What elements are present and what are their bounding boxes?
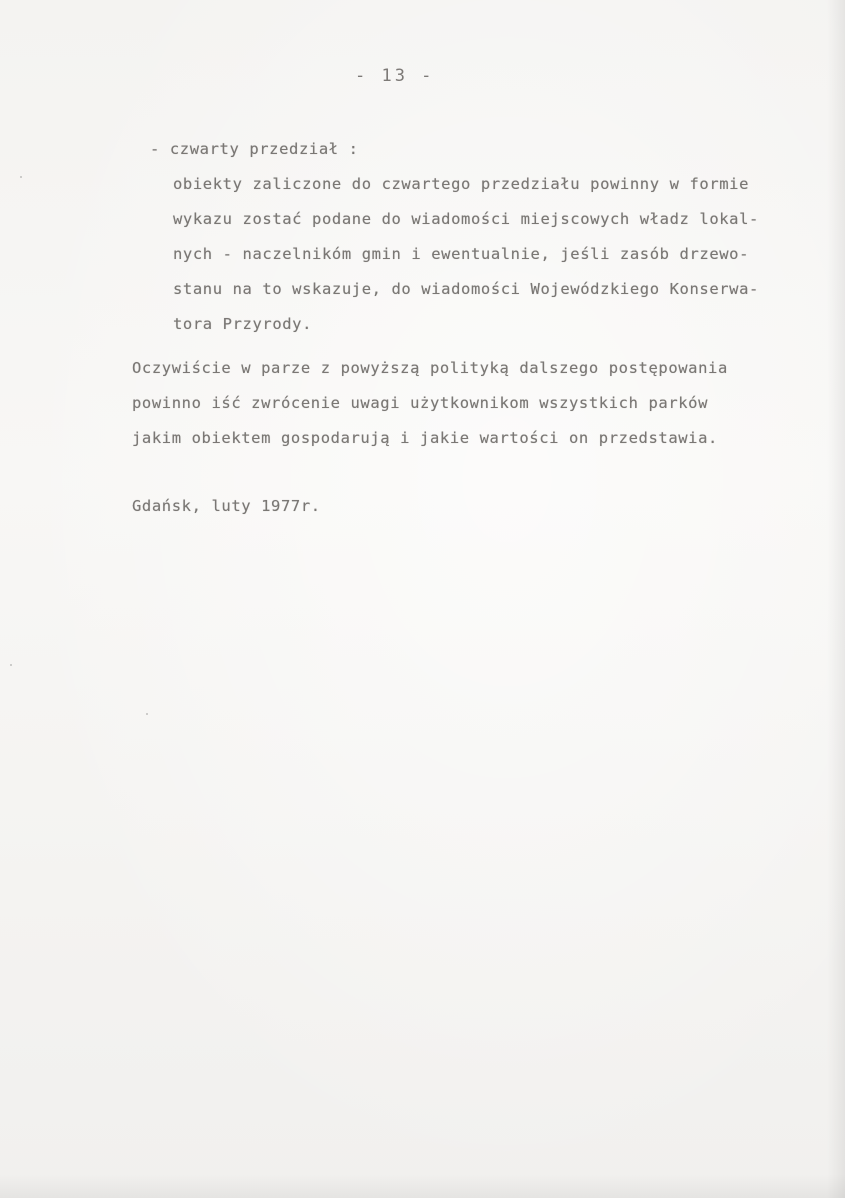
section-line: nych - naczelnikóm gmin i ewentualnie, jeśli zasób drzewo- xyxy=(173,245,750,263)
section-line: wykazu zostać podane do wiadomości miejscowych władz lokal- xyxy=(173,210,759,228)
section-line: obiekty zaliczone do czwartego przedziału powinny w formie xyxy=(173,175,750,193)
scan-speck xyxy=(20,176,22,178)
page-edge-shadow xyxy=(827,0,845,1198)
section-heading: - czwarty przedział : xyxy=(150,140,359,158)
scan-speck xyxy=(10,664,12,666)
scan-speck xyxy=(146,713,148,715)
section-line: tora Przyrody. xyxy=(173,315,313,333)
paragraph-line: powinno iść zwrócenie uwagi użytkownikom wszystkich parków xyxy=(132,394,709,412)
place-date: Gdańsk, luty 1977r. xyxy=(132,497,321,515)
page-bottom-shadow xyxy=(0,1174,845,1198)
page-number: - 13 - xyxy=(355,66,435,86)
paragraph-line: jakim obiektem gospodarują i jakie wartości on przedstawia. xyxy=(132,429,718,447)
section-line: stanu na to wskazuje, do wiadomości Wojewódzkiego Konserwa- xyxy=(173,280,759,298)
paragraph-line: Oczywiście w parze z powyższą polityką dalszego postępowania xyxy=(132,359,728,377)
